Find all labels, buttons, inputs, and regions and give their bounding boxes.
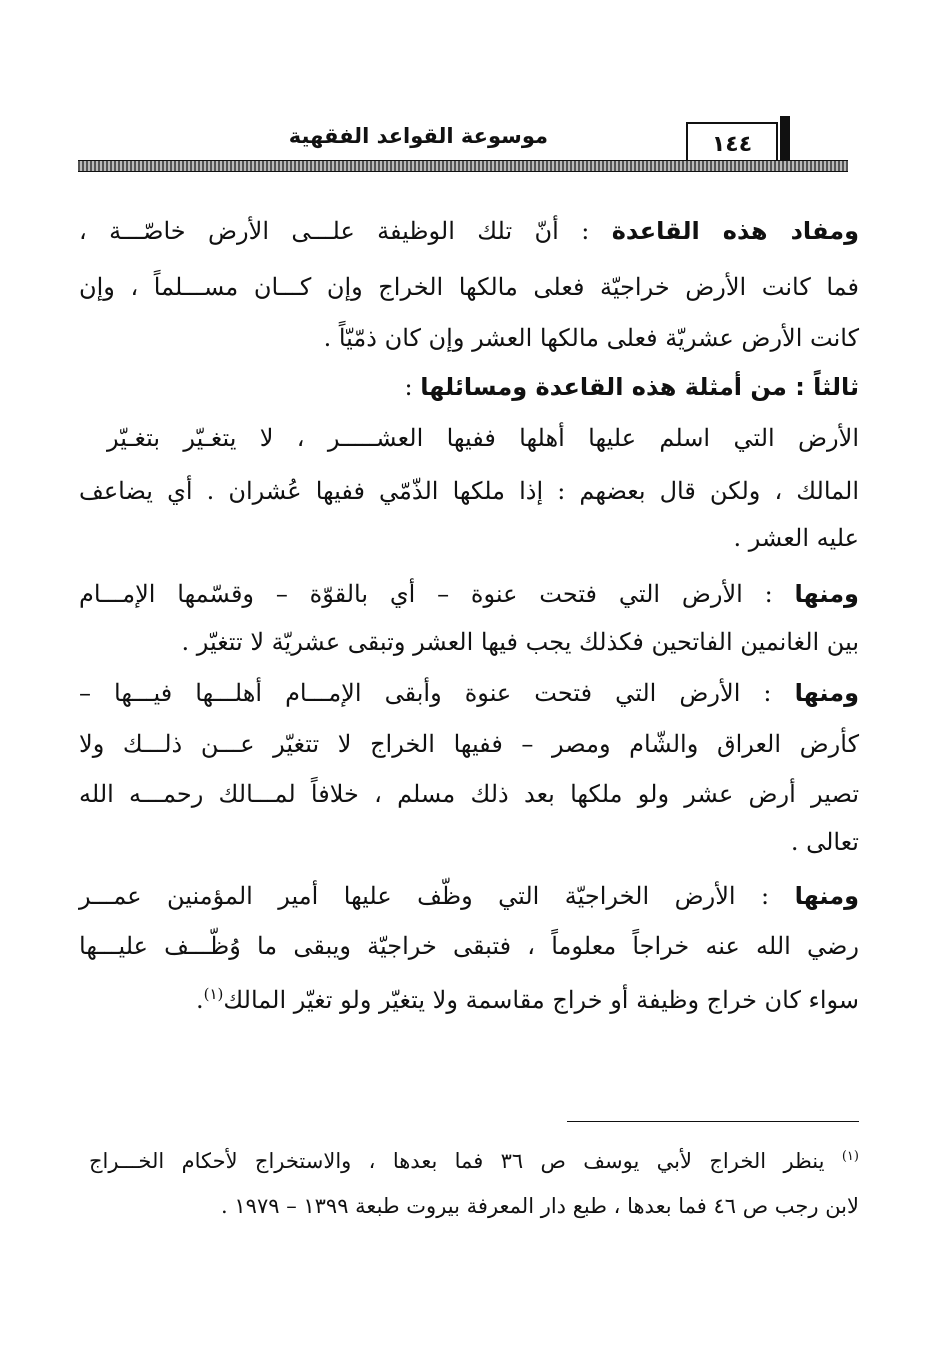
line-end: . (195, 986, 204, 1014)
keyword: ومنها (794, 679, 859, 707)
keyword: ثالثاً : من أمثلة هذه القاعدة ومسائلها (420, 373, 859, 401)
text-line (79, 676, 859, 710)
text-line (79, 521, 859, 555)
line-text: كانت الأرض عشريّة فعلى مالكها العشر وإن كان ذمّيّاً . (323, 324, 859, 352)
line-text: : الأرض التي فتحت عنوة – أي بالقوّة – وقسّمها الإمـــام (79, 580, 773, 608)
text-line (107, 421, 859, 455)
book-title: موسوعة القواعد الفقهية (288, 124, 548, 148)
line-text: الأرض التي اسلم عليها أهلها ففيها العشـــــر ، لا يتغـيّر بتغـيّر (107, 424, 859, 452)
text-line (79, 929, 859, 963)
footnote (89, 1142, 859, 1176)
line-text: : أنّ تلك الوظيفة علـــى الأرض خاصّـــة ، (79, 217, 590, 245)
line-text: المالك ، ولكن قال بعضهم : إذا ملكها الذّمّي ففيها عُشران . أي يضاعف (79, 477, 859, 505)
page-header (78, 112, 848, 176)
line-text: : (404, 373, 413, 401)
line-text: تعالى . (790, 828, 859, 856)
section-heading (79, 370, 859, 404)
keyword: ومفاد هذه القاعدة (611, 217, 859, 245)
line-text: رضي الله عنه خراجاً معلوماً ، فتبقى خراجيّة ويبقى ما وُظّـــف عليـــها (79, 932, 859, 960)
keyword: ومنها (794, 580, 859, 608)
text-line (79, 577, 859, 611)
line-text: تصير أرض عشر ولو ملكها بعد ذلك مسلم ، خلافاً لمـــالك رحمـــه الله (79, 780, 859, 808)
text-line (79, 214, 859, 248)
text-line (79, 625, 859, 659)
footnote-marker: (١) (841, 1149, 859, 1164)
text-line (79, 474, 859, 508)
header-rule (78, 160, 848, 172)
page-number: ١٤٤ (686, 122, 778, 164)
text-line (79, 727, 859, 761)
line-text: فما كانت الأرض خراجيّة فعلى مالكها الخراج وإن كـــان مســـلماً ، وإن (79, 273, 859, 301)
text-line (79, 977, 859, 1017)
footnote-text: لابن رجب ص ٤٦ فما بعدها ، طبع دار المعرفة بيروت طبعة ١٣٩٩ – ١٩٧٩ . (221, 1194, 859, 1218)
line-text: سواء كان خراج وظيفة أو خراج مقاسمة ولا يتغيّر ولو تغيّر المالك (223, 986, 859, 1014)
line-text: : الأرض الخراجيّة التي وظّف عليها أمير المؤمنين عمـــر (79, 882, 770, 910)
line-text: عليه العشر . (733, 524, 859, 552)
footnote (89, 1191, 859, 1221)
line-text: كأرض العراق والشّام ومصر – ففيها الخراج لا تتغيّر عـــن ذلـــك ولا (79, 730, 859, 758)
footnote-text: ينظر الخراج لأبي يوسف ص ٣٦ فما بعدها ، والاستخراج لأحكام الخـــراج (89, 1149, 825, 1173)
text-line (79, 777, 859, 811)
footnote-ref: (١) (203, 985, 224, 1003)
text-line (79, 825, 859, 859)
line-text: بين الغانمين الفاتحين فكذلك يجب فيها العشر وتبقى عشريّة لا تتغيّر . (181, 628, 859, 656)
text-line (79, 270, 859, 304)
line-text: : الأرض التي فتحت عنوة وأبقى الإمـــام أهلـــها فيـــها – (79, 679, 772, 707)
keyword: ومنها (794, 882, 859, 910)
text-line (79, 879, 859, 913)
footnote-rule (567, 1121, 859, 1122)
text-line (79, 321, 859, 355)
